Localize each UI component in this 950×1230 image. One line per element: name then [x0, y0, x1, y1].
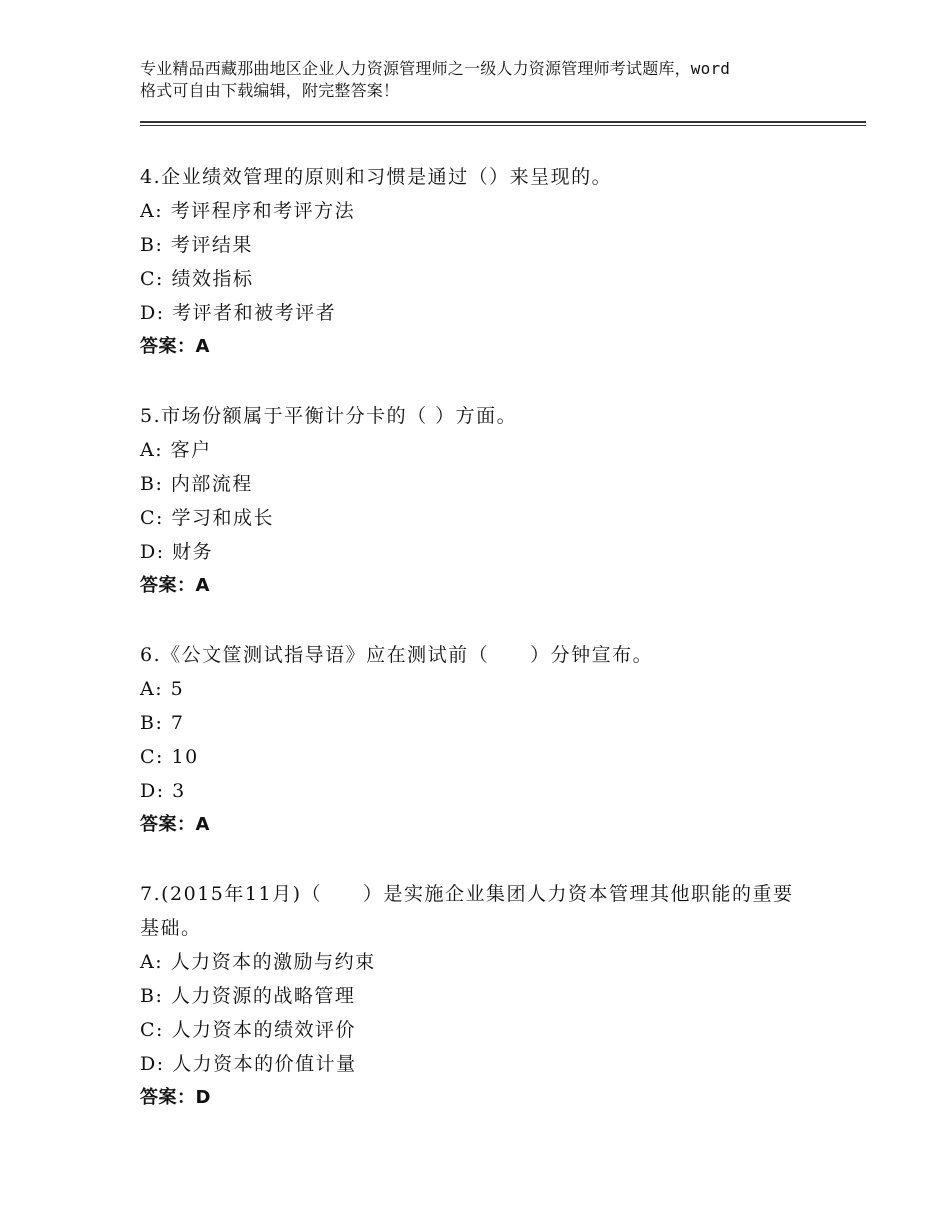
question-4 [140, 160, 830, 364]
option-a: A: 考评程序和考评方法 [140, 200, 356, 222]
header-line-1: 专业精品西藏那曲地区企业人力资源管理师之一级人力资源管理师考试题库，word [140, 59, 731, 78]
header-divider-thick [140, 121, 866, 123]
header-line-2: 格式可自由下载编辑，附完整答案！ [140, 81, 400, 100]
option-a: A: 5 [140, 678, 185, 700]
option-d: D: 人力资本的价值计量 [140, 1053, 357, 1075]
question-stem: 4.企业绩效管理的原则和习惯是通过（）来呈现的。 [140, 166, 613, 188]
option-b: B: 7 [140, 712, 185, 734]
question-5 [140, 399, 830, 603]
option-b: B: 内部流程 [140, 473, 253, 495]
question-6 [140, 638, 830, 842]
option-d: D: 考评者和被考评者 [140, 302, 337, 324]
option-a: A: 客户 [140, 439, 212, 461]
question-stem: 7.(2015年11月)（ ）是实施企业集团人力资本管理其他职能的重要基础。 [140, 883, 794, 939]
question-stem: 5.市场份额属于平衡计分卡的（ ）方面。 [140, 405, 518, 427]
answer-label: 答案：A [140, 336, 210, 357]
option-c: C: 绩效指标 [140, 268, 254, 290]
option-d: D: 3 [140, 780, 186, 802]
option-b: B: 人力资源的战略管理 [140, 985, 356, 1007]
option-d: D: 财务 [140, 541, 214, 563]
option-a: A: 人力资本的激励与约束 [140, 951, 376, 973]
option-c: C: 人力资本的绩效评价 [140, 1019, 356, 1041]
option-c: C: 10 [140, 746, 199, 768]
answer-label: 答案：A [140, 814, 210, 835]
answer-label: 答案：A [140, 575, 210, 596]
header-divider-thin [140, 125, 866, 126]
question-7 [140, 877, 830, 1115]
question-stem: 6.《公文筐测试指导语》应在测试前（ ）分钟宣布。 [140, 644, 654, 666]
document-header [140, 58, 840, 102]
answer-label: 答案：D [140, 1087, 211, 1108]
option-b: B: 考评结果 [140, 234, 253, 256]
option-c: C: 学习和成长 [140, 507, 274, 529]
